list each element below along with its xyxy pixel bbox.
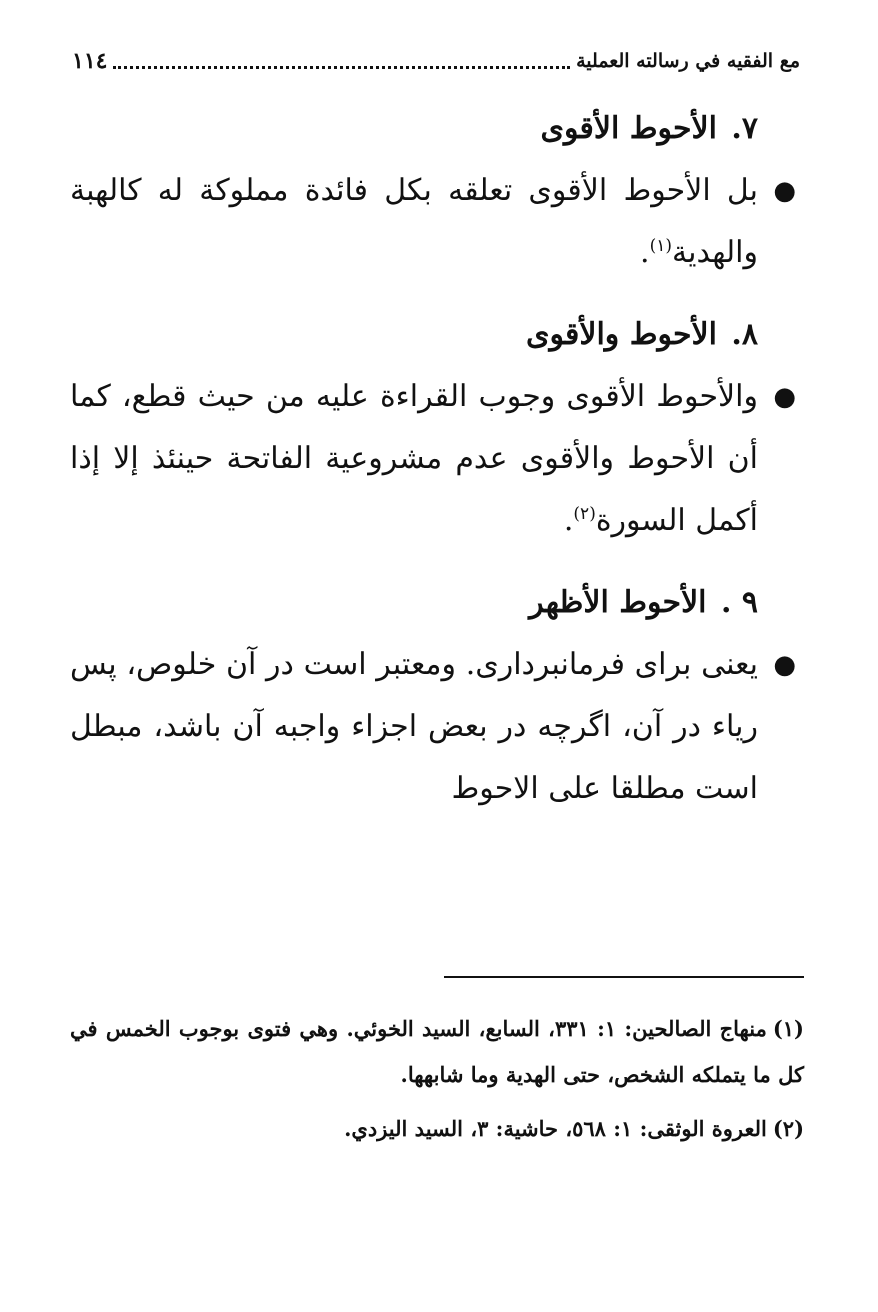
section-title: الأحوط والأقوى <box>526 317 717 352</box>
section-entry-9 <box>70 634 796 820</box>
section-title: الأحوط الأظهر <box>529 585 707 620</box>
bullet-icon: ● <box>773 176 796 206</box>
bullet-icon: ● <box>773 382 796 412</box>
section-number: ٨. <box>731 317 758 352</box>
entry-end: . <box>563 503 574 538</box>
section-entry-7 <box>70 160 796 284</box>
bullet-icon: ● <box>773 650 796 680</box>
section-title: الأحوط الأقوى <box>540 111 717 146</box>
section-number: ٩ . <box>720 585 758 620</box>
entry-text: بل الأحوط الأقوى تعلقه بكل فائدة مملوكة له كالهبة والهدية <box>70 173 758 270</box>
section-heading-8 <box>70 304 758 366</box>
section-entry-8 <box>70 366 796 552</box>
page-number: ١١٤ <box>72 48 108 74</box>
footnote-text: العروة الوثقى: ١: ٥٦٨، حاشية: ٣، السيد اليزدي. <box>344 1116 767 1141</box>
footnote-text: منهاج الصالحين: ١: ٣٣١، السابع، السيد الخوئي. وهي فتوى بوجوب الخمس في كل ما يتملكه الشخص، حتى الهدية وما شابهها. <box>70 1016 804 1087</box>
footnote-1 <box>70 1006 804 1098</box>
section-heading-7 <box>70 98 758 160</box>
footnotes <box>70 1006 804 1160</box>
section-number: ٧. <box>731 111 758 146</box>
section-heading-9 <box>70 572 758 634</box>
footnote-mark: (١) <box>772 1016 804 1041</box>
entry-text: والأحوط الأقوى وجوب القراءة عليه من حيث قطع، كما أن الأحوط والأقوى عدم مشروعية الفاتحة حينئذ إلا إذا أكمل السورة <box>70 379 758 538</box>
footnote-ref[interactable]: (١) <box>649 236 673 256</box>
entry-text: يعنى براى فرمانبردارى. ومعتبر است در آن خلوص، پس رياء در آن، اگرچه در بعض اجزاء واجبه آن باشد، مبطل است مطلقا على الاحوط <box>70 647 758 806</box>
footnote-divider <box>444 976 804 978</box>
footnote-2 <box>70 1106 804 1152</box>
entry-end: . <box>640 235 650 270</box>
footnote-mark: (٢) <box>772 1116 804 1141</box>
running-header <box>72 44 800 78</box>
footnote-ref[interactable]: (٢) <box>573 504 596 524</box>
dot-leader <box>113 66 570 69</box>
book-title: مع الفقيه في رسالته العملية <box>576 50 800 72</box>
main-content <box>70 98 796 840</box>
